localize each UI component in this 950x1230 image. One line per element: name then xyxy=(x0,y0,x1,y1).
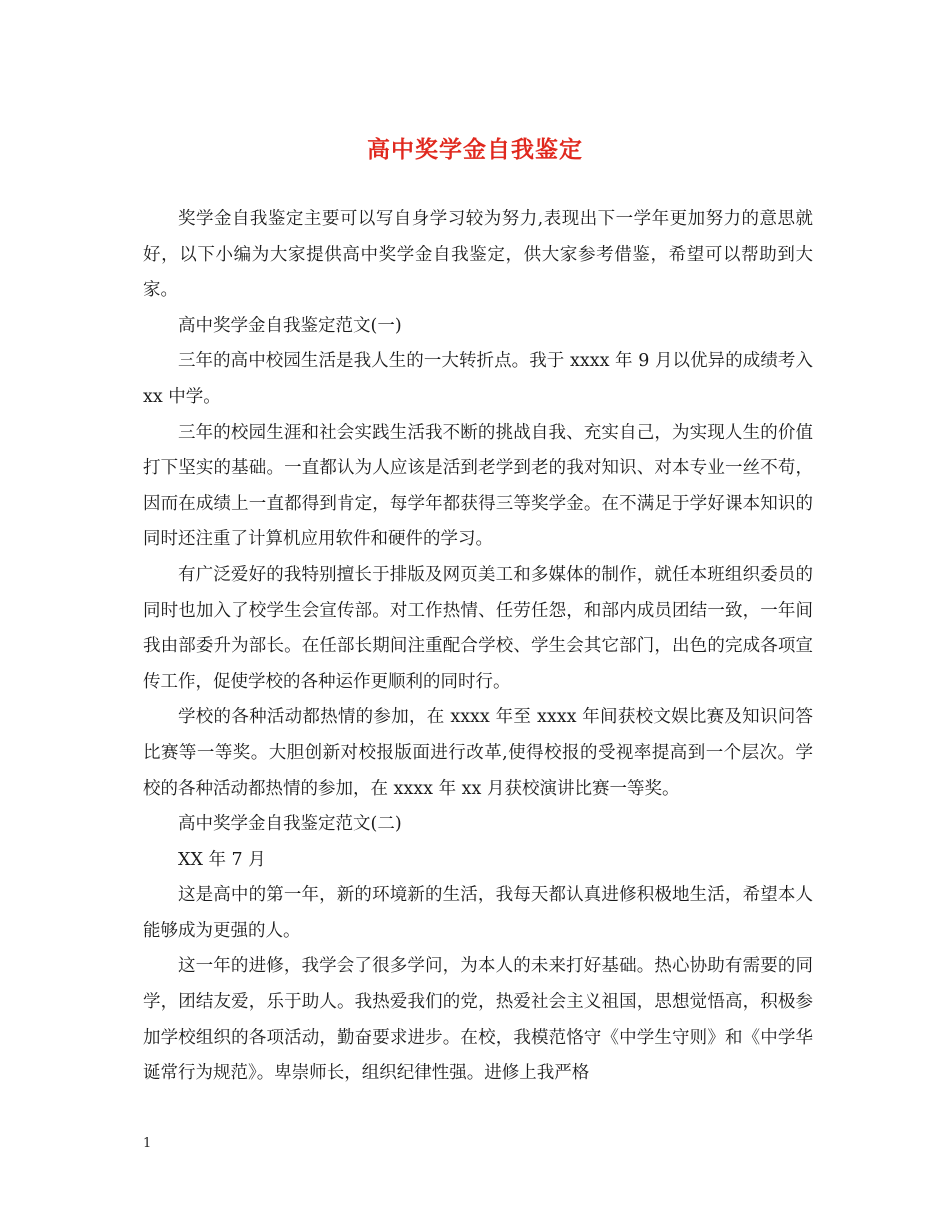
section-heading-1: 高中奖学金自我鉴定范文(一) xyxy=(178,315,402,336)
section-heading-2: 高中奖学金自我鉴定范文(二) xyxy=(178,814,402,835)
document-body xyxy=(143,202,813,1092)
document-title: 高中奖学金自我鉴定 xyxy=(367,136,583,163)
paragraph-intro: 奖学金自我鉴定主要可以写自身学习较为努力,表现出下一学年更加努力的意思就好，以下小编为大家提供高中奖学金自我鉴定，供大家参考借鉴，希望可以帮助到大家。 xyxy=(143,209,813,301)
paragraph: 学校的各种活动都热情的参加，在 xxxx 年至 xxxx 年间获校文娱比赛及知识问答比赛等一等奖。大胆创新对校报版面进行改革,使得校报的受视率提高到一个层次。学校的各种活动都热情的参加，在 xxxx 年 xx 月获校演讲比赛一等奖。 xyxy=(143,707,813,799)
date-line: XX 年 7 月 xyxy=(178,849,266,870)
paragraph: 有广泛爱好的我特别擅长于排版及网页美工和多媒体的制作，就任本班组织委员的同时也加入了校学生会宣传部。对工作热情、任劳任怨，和部内成员团结一致，一年间我由部委升为部长。在任部长期间注重配合学校、学生会其它部门，出色的完成各项宣传工作，促使学校的各种运作更顺利的同时行。 xyxy=(143,564,813,692)
paragraph: 这一年的进修，我学会了很多学问，为本人的未来打好基础。热心协助有需要的同学，团结友爱，乐于助人。我热爱我们的党，热爱社会主义祖国，思想觉悟高，积极参加学校组织的各项活动，勤奋要求进步。在校，我模范恪守《中学生守则》和《中学华诞常行为规范》。卑崇师长，组织纪律性强。进修上我严格 xyxy=(143,956,813,1084)
paragraph: 三年的校园生涯和社会实践生活我不断的挑战自我、充实自己，为实现人生的价值打下坚实的基础。一直都认为人应该是活到老学到老的我对知识、对本专业一丝不苟，因而在成绩上一直都得到肯定，每学年都获得三等奖学金。在不满足于学好课本知识的同时还注重了计算机应用软件和硬件的学习。 xyxy=(143,422,813,550)
page-number: 1 xyxy=(143,1136,152,1151)
paragraph: 这是高中的第一年，新的环境新的生活，我每天都认真进修积极地生活，希望本人能够成为更强的人。 xyxy=(143,885,813,941)
paragraph: 三年的高中校园生活是我人生的一大转折点。我于 xxxx 年 9 月以优异的成绩考入 xx 中学。 xyxy=(143,351,813,407)
